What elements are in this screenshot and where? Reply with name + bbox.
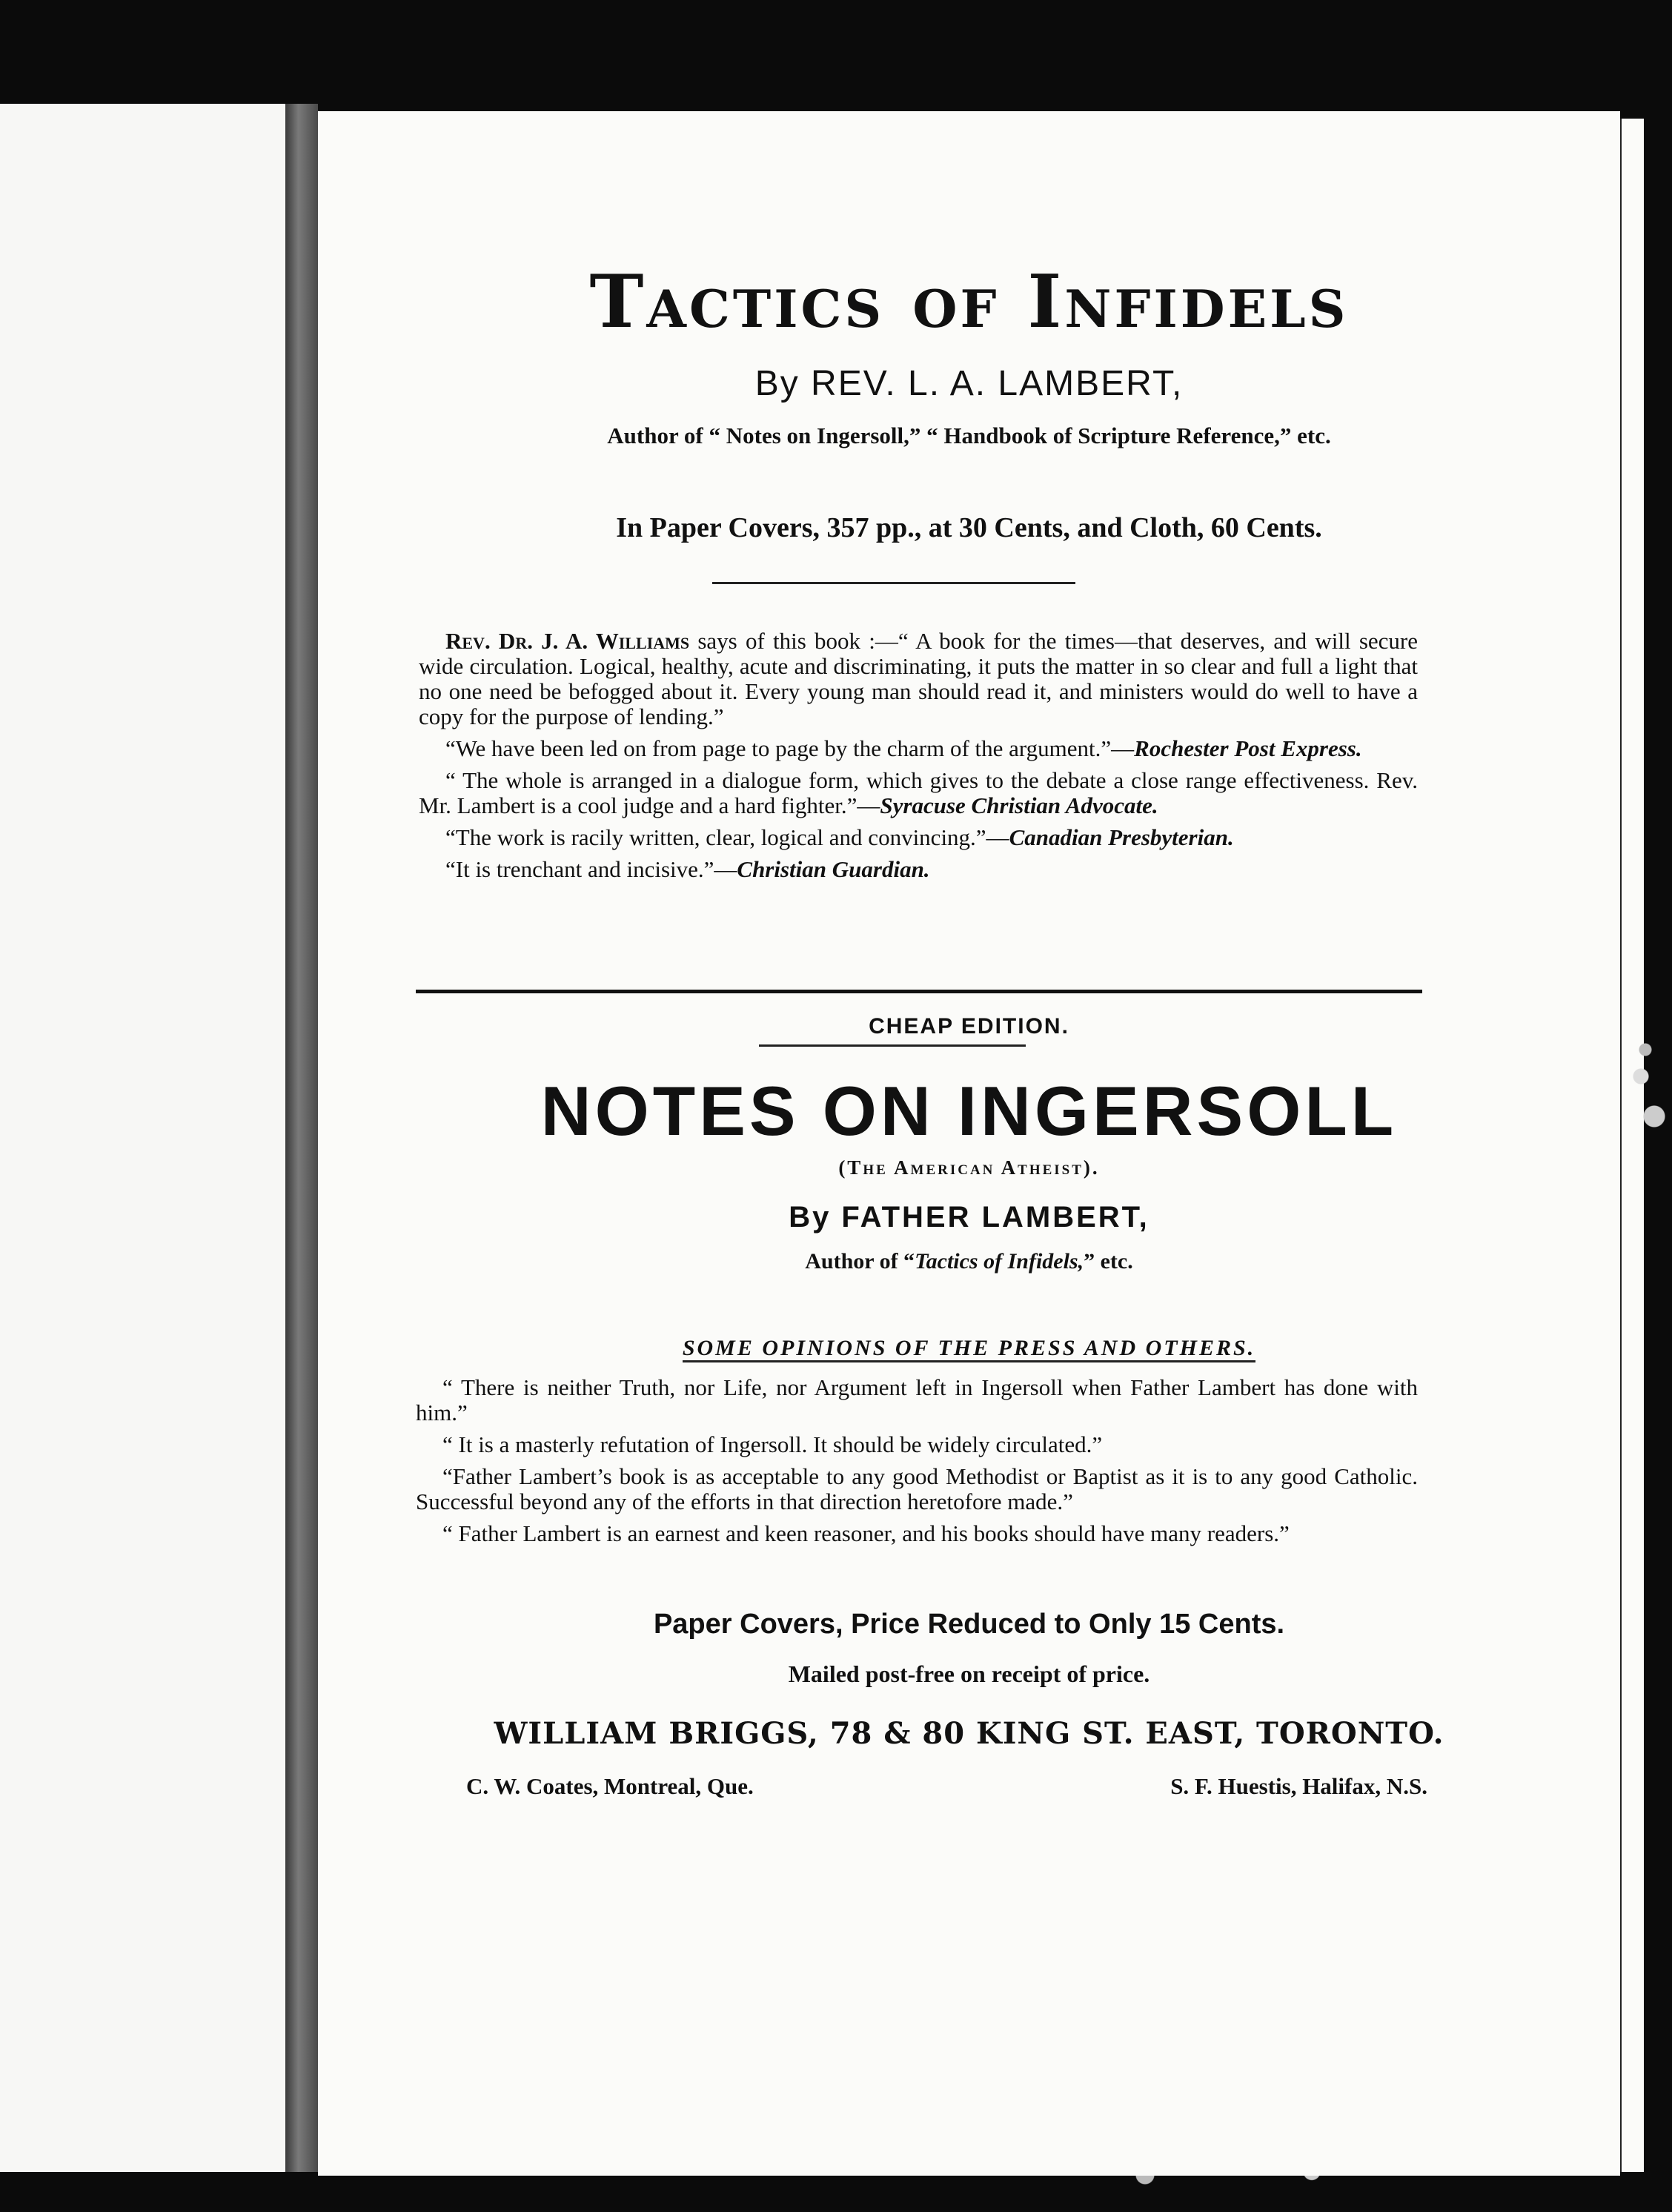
opinion-quote: “Father Lambert’s book is as acceptable to any good Methodist or Baptist as it is to any good Catholic. Successful beyond any of the efforts in that direction heretofore made.” (416, 1463, 1418, 1514)
review-quote (419, 736, 1418, 761)
opinion-quote: “ It is a masterly refutation of Ingersoll. It should be widely circulated.” (442, 1431, 1103, 1457)
review-text: “We have been led on from page to page by the charm of the argument.”— (445, 735, 1135, 761)
publisher-address: WILLIAM BRIGGS, 78 & 80 KING ST. EAST, TORONTO. (494, 1716, 1444, 1751)
review-attribution: Rev. Dr. J. A. Williams (445, 628, 690, 654)
opinion-quote: “ There is neither Truth, nor Life, nor Argument left in Ingersoll when Father Lambert has done with him.” (416, 1374, 1418, 1425)
agents-line (466, 1773, 1427, 1800)
book2-opinions (416, 1375, 1418, 1553)
review-text: “It is trenchant and incisive.”— (445, 856, 737, 882)
book2-byline: By FATHER LAMBERT, (789, 1201, 1150, 1234)
author-book-title: Tactics of Infidels, (915, 1249, 1084, 1274)
book2-author-note (318, 1249, 1620, 1274)
review-text: “ The whole is arranged in a dialogue form, which gives to the debate a close range effectiveness. Rev. Mr. Lambert is a cool judge and a hard fighter.”— (419, 767, 1418, 818)
review-source: Rochester Post Express. (1134, 735, 1362, 761)
review-quote (419, 825, 1418, 850)
book-spine (285, 104, 318, 2172)
mailing-note: Mailed post-free on receipt of price. (788, 1660, 1150, 1687)
book1-byline: By REV. L. A. LAMBERT, (754, 364, 1184, 403)
book2-subtitle: (The American Atheist). (838, 1156, 1100, 1179)
advertisement-page (318, 111, 1620, 2176)
book1-author-note: Author of “ Notes on Ingersoll,” “ Handbook of Scripture Reference,” etc. (607, 423, 1331, 448)
review-text: “The work is racily written, clear, logical and convincing.”— (445, 824, 1009, 850)
book1-reviews (419, 629, 1418, 889)
review-quote (419, 857, 1418, 882)
agent-montreal: C. W. Coates, Montreal, Que. (466, 1773, 754, 1799)
review-quote (419, 768, 1418, 818)
edition-underline (759, 1044, 1026, 1047)
agent-halifax: S. F. Huestis, Halifax, N.S. (1170, 1773, 1427, 1799)
review-source: Canadian Presbyterian. (1009, 824, 1234, 850)
review-text: says of this book :—“ A book for the times—that deserves, and will secure wide circulation. Logical, healthy, acute and discriminating, it puts the matter in so clear and full a light that no one need be befogged about it. Every young man should read it, and ministers would do well to have a copy for the purpose of lending.” (419, 628, 1418, 729)
review-source: Syracuse Christian Advocate. (880, 792, 1158, 818)
section-divider (416, 990, 1422, 993)
facing-blank-page (0, 104, 285, 2172)
author-suffix: ” etc. (1084, 1249, 1133, 1274)
book1-title: Tactics of Infidels (589, 259, 1349, 345)
divider (712, 582, 1075, 584)
review-quote (419, 629, 1418, 729)
opinions-heading-text: SOME OPINIONS OF THE PRESS AND OTHERS. (683, 1336, 1255, 1362)
scan-artifact (1628, 1023, 1672, 1156)
review-source: Christian Guardian. (737, 856, 930, 882)
edition-label: CHEAP EDITION. (869, 1014, 1069, 1039)
book2-title: NOTES ON INGERSOLL (540, 1072, 1398, 1150)
book1-price: In Paper Covers, 357 pp., at 30 Cents, and Cloth, 60 Cents. (616, 512, 1322, 543)
opinions-heading (318, 1336, 1620, 1361)
book2-price: Paper Covers, Price Reduced to Only 15 Cents. (653, 1609, 1285, 1640)
author-prefix: Author of “ (805, 1249, 915, 1274)
opinion-quote: “ Father Lambert is an earnest and keen reasoner, and his books should have many readers.” (442, 1520, 1290, 1546)
